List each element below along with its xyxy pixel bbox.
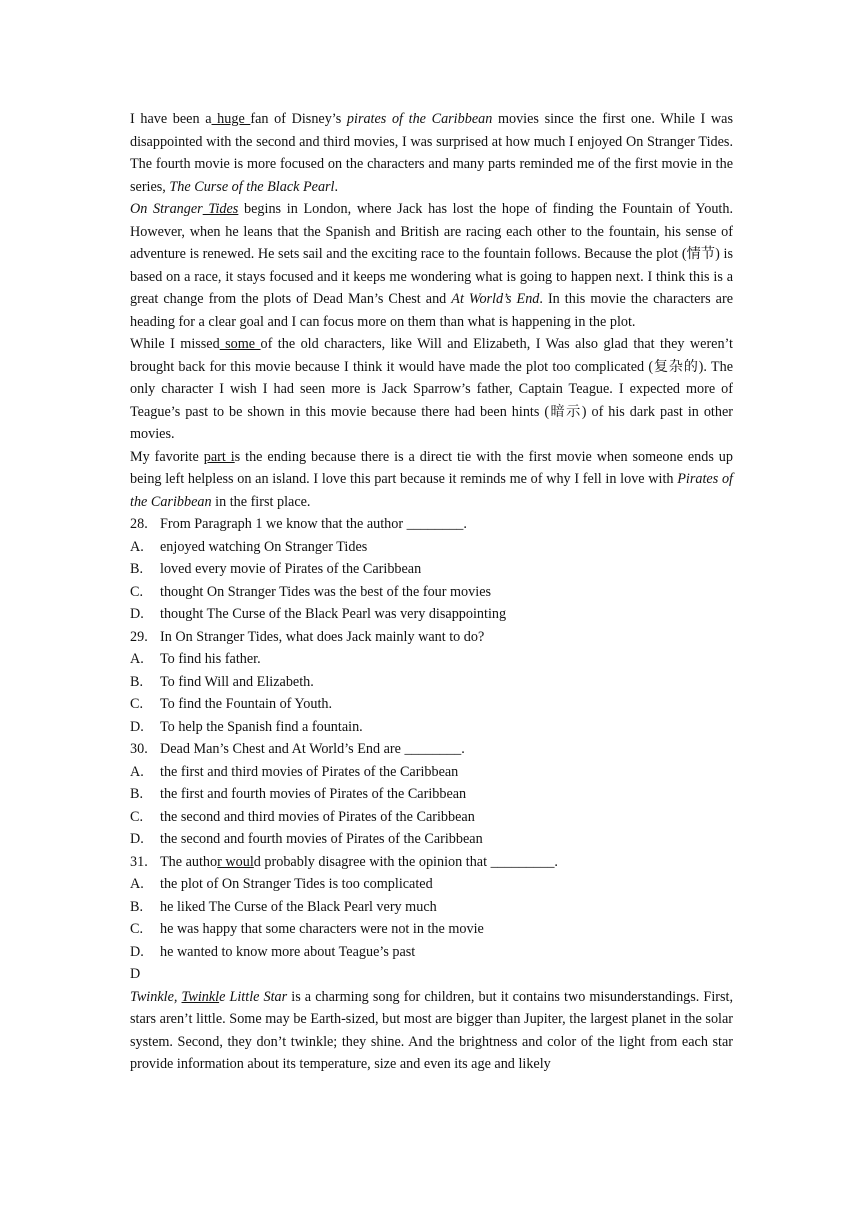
question-28-option-d[interactable] bbox=[130, 603, 733, 626]
italic-title: At World’s End bbox=[451, 291, 540, 307]
text-run: My favorite bbox=[130, 448, 204, 465]
option-text: the second and third movies of Pirates of the Caribbean bbox=[160, 808, 475, 825]
option-label: C. bbox=[130, 696, 144, 712]
question-30-option-c[interactable] bbox=[130, 806, 733, 829]
option-label: A. bbox=[130, 651, 144, 667]
option-label: C. bbox=[130, 808, 144, 825]
text-run: The autho bbox=[160, 853, 218, 870]
text-run: of the old characters, like Will and Elizabeth, I Was also glad that they weren’t brought back for this movie because I think it would have made the plot too complicated (复杂的). The only character I wish I had seen more is Jack Sparrow’s father, Captain Teague. I expected more of Teague’s past to be shown in this movie because there had been hints (暗示) of his dark past in other movies. bbox=[130, 336, 733, 442]
option-label: B. bbox=[130, 673, 144, 690]
text-run: begins in London, where Jack has lost the hope of finding the Fountain of Youth. However, when he leans that the Spanish and British are racing each other to the fountain, his sense of adventure is renewed. He sets sail and the exciting race to the fountain follows. Because the plot (情节) is based on a race, it stays focused and it keeps me wondering what is going to happen next. I think this is a great change from the plots of Dead Man’s Chest and bbox=[130, 201, 734, 307]
question-29-stem bbox=[130, 626, 733, 649]
italic-title: On Stranger bbox=[130, 201, 203, 217]
option-text: To find the Fountain of Youth. bbox=[160, 696, 333, 712]
option-text: the plot of On Stranger Tides is too complicated bbox=[160, 876, 433, 892]
option-text: he liked The Curse of the Black Pearl very much bbox=[160, 898, 437, 915]
option-label: A. bbox=[130, 763, 144, 780]
option-label: D. bbox=[130, 943, 144, 960]
question-31-option-a[interactable] bbox=[130, 873, 733, 896]
text-run: I have been a bbox=[130, 111, 212, 127]
question-stem: From Paragraph 1 we know that the author ________. bbox=[160, 516, 467, 532]
passage-paragraph-4 bbox=[130, 446, 733, 514]
underlined-word: Twinkl bbox=[181, 988, 220, 1005]
question-number: 29. bbox=[130, 628, 148, 645]
underlined-word: r woul bbox=[217, 853, 254, 870]
question-stem: In On Stranger Tides, what does Jack mainly want to do? bbox=[160, 628, 485, 645]
question-30-stem bbox=[130, 738, 733, 761]
text-run: . In this movie the characters are heading for a clear goal and I can focus more on them than what is happening in the plot. bbox=[130, 291, 733, 330]
text-run: . bbox=[334, 178, 339, 195]
option-label: C. bbox=[130, 583, 144, 600]
option-text: thought On Stranger Tides was the best of the four movies bbox=[160, 583, 492, 600]
text-run: movies since the first one. While I was disappointed with the second and third movies, I was surprised at how much I enjoyed On Stranger Tides. The fourth movie is more focused on the characters and many parts reminded me of the first movie in the series, bbox=[130, 111, 733, 195]
question-28-option-c[interactable] bbox=[130, 581, 733, 604]
option-label: D. bbox=[130, 718, 144, 735]
option-label: D. bbox=[130, 606, 144, 622]
passage-paragraph-1 bbox=[130, 108, 733, 198]
option-label: D. bbox=[130, 831, 144, 847]
question-28-option-b[interactable] bbox=[130, 558, 733, 581]
question-31-option-d[interactable] bbox=[130, 941, 733, 964]
underlined-word: part i bbox=[203, 448, 235, 465]
text-run: s the ending because there is a direct tie with the first movie when someone ends up being left helpless on an island. I love this part because it reminds me of why I fell in love with bbox=[130, 448, 733, 487]
question-31-option-c[interactable] bbox=[130, 918, 733, 941]
option-label: B. bbox=[130, 898, 144, 915]
question-number: 30. bbox=[130, 741, 148, 757]
passage-paragraph-3 bbox=[130, 333, 733, 446]
section-letter: D bbox=[130, 966, 141, 982]
question-29-option-a[interactable] bbox=[130, 648, 733, 671]
option-text: he wanted to know more about Teague’s past bbox=[160, 943, 416, 960]
underlined-word: huge bbox=[211, 111, 251, 127]
question-29-option-d[interactable] bbox=[130, 716, 733, 739]
option-text: thought The Curse of the Black Pearl was very disappointing bbox=[160, 606, 507, 622]
question-28-option-a[interactable] bbox=[130, 536, 733, 559]
question-number: 31. bbox=[130, 853, 148, 870]
option-label: B. bbox=[130, 786, 144, 802]
option-text: loved every movie of Pirates of the Caribbean bbox=[160, 561, 422, 577]
document-page bbox=[130, 108, 733, 1076]
text-run: d probably disagree with the opinion that _________. bbox=[253, 853, 558, 870]
question-29-option-c[interactable] bbox=[130, 693, 733, 716]
question-30-option-d[interactable] bbox=[130, 828, 733, 851]
italic-title: Pirates of the Caribbean bbox=[130, 471, 733, 510]
passage-paragraph-2 bbox=[130, 198, 733, 333]
option-label: B. bbox=[130, 561, 144, 577]
option-text: he was happy that some characters were not in the movie bbox=[160, 921, 484, 937]
text-run: in the first place. bbox=[211, 493, 311, 510]
text-run: While I missed bbox=[130, 336, 220, 352]
option-text: the second and fourth movies of Pirates of the Caribbean bbox=[160, 831, 483, 847]
question-30-option-a[interactable] bbox=[130, 761, 733, 784]
option-label: C. bbox=[130, 921, 144, 937]
underlined-word: Tides bbox=[202, 201, 239, 217]
italic-title: e Little Star bbox=[219, 988, 288, 1005]
italic-title: Twinkle, bbox=[130, 988, 182, 1005]
option-text: enjoyed watching On Stranger Tides bbox=[160, 538, 368, 555]
section-d-paragraph-1 bbox=[130, 986, 733, 1076]
question-31-option-b[interactable] bbox=[130, 896, 733, 919]
option-text: To find his father. bbox=[160, 651, 261, 667]
option-text: the first and fourth movies of Pirates of the Caribbean bbox=[160, 786, 467, 802]
text-run: is a charming song for children, but it contains two misunderstandings. First, stars aren’t little. Some may be Earth-sized, but most are bigger than Jupiter, the largest planet in the solar system. Second, they don’t twinkle; they shine. And the brightness and color of the light from each star provide information about its temperature, size and even its age and likely bbox=[130, 988, 733, 1072]
italic-title: pirates of the Caribbean bbox=[346, 111, 493, 127]
question-stem: Dead Man’s Chest and At World’s End are ________. bbox=[160, 741, 465, 757]
question-30-option-b[interactable] bbox=[130, 783, 733, 806]
question-29-option-b[interactable] bbox=[130, 671, 733, 694]
underlined-word: some bbox=[219, 336, 261, 352]
question-28-stem bbox=[130, 513, 733, 536]
option-label: A. bbox=[130, 538, 144, 555]
option-text: To find Will and Elizabeth. bbox=[160, 673, 314, 690]
option-text: To help the Spanish find a fountain. bbox=[160, 718, 363, 735]
text-run: fan of Disney’s bbox=[250, 111, 347, 127]
question-31-stem bbox=[130, 851, 733, 874]
option-text: the first and third movies of Pirates of the Caribbean bbox=[160, 763, 459, 780]
option-label: A. bbox=[130, 876, 144, 892]
question-stem bbox=[160, 851, 733, 874]
italic-title: The Curse of the Black Pearl bbox=[169, 178, 335, 195]
question-number: 28. bbox=[130, 516, 148, 532]
